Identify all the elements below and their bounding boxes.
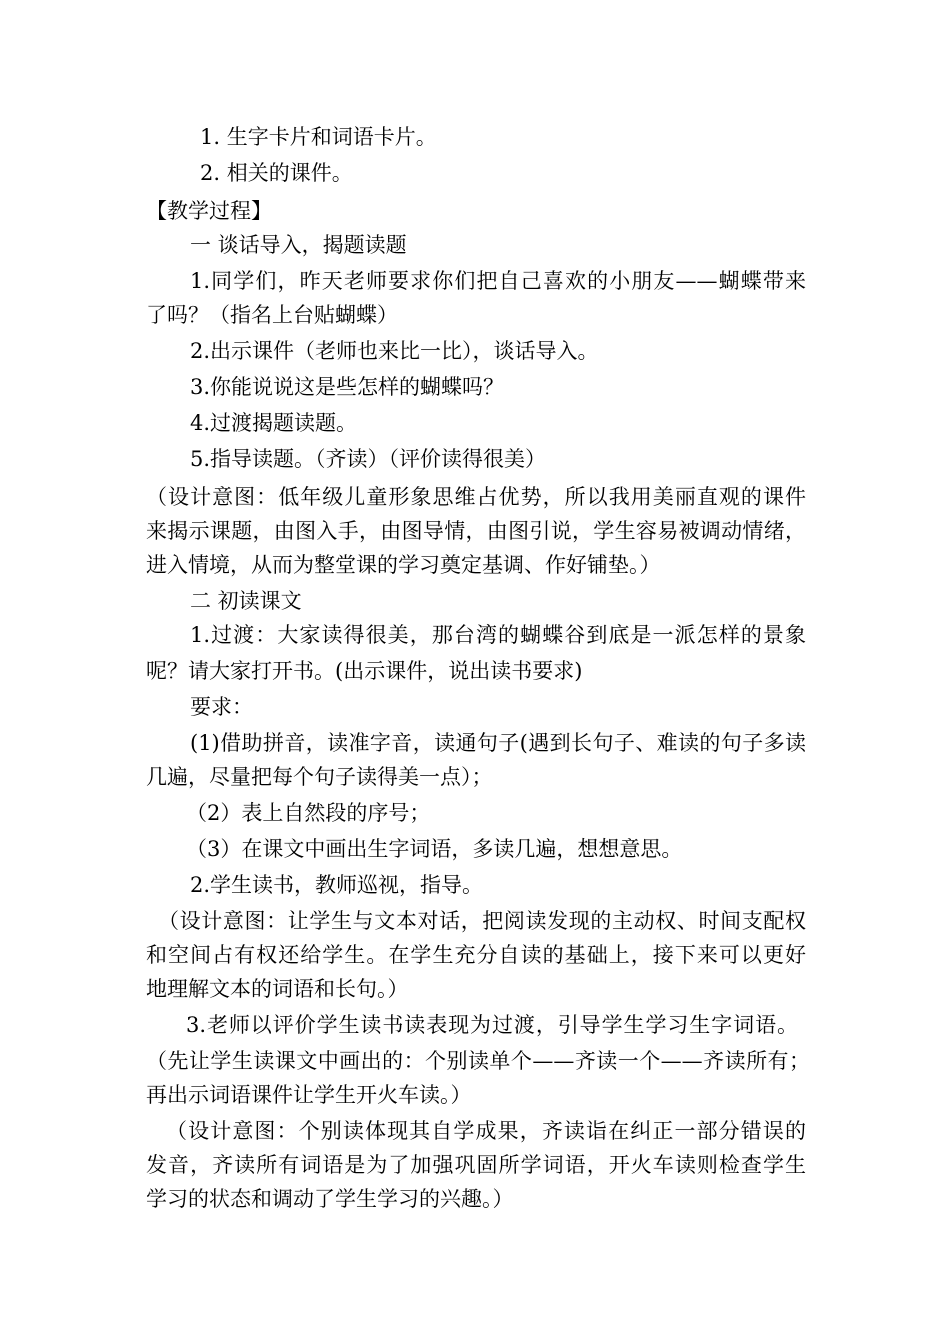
design-intent-note: 学习的状态和调动了学生学习的兴趣。） <box>146 1187 514 1211</box>
requirements-label: 要求： <box>190 695 253 719</box>
requirement-item: （2）表上自然段的序号； <box>186 801 431 825</box>
step-heading-1: 一 谈话导入，揭题读题 <box>190 233 407 257</box>
paragraph-line: 1.同学们，昨天老师要求你们把自己喜欢的小朋友——蝴蝶带来 <box>190 269 806 293</box>
design-intent-note: 进入情境，从而为整堂课的学习奠定基调、作好铺垫。） <box>146 553 661 577</box>
paragraph-line: 再出示词语课件让学生开火车读。） <box>146 1083 472 1107</box>
paragraph-line: 2.学生读书，教师巡视，指导。 <box>190 873 484 897</box>
paragraph-line: 2.出示课件（老师也来比一比），谈话导入。 <box>190 339 599 363</box>
requirement-item: （3）在课文中画出生字词语，多读几遍，想想意思。 <box>186 837 683 861</box>
design-intent-note: 发音，齐读所有词语是为了加强巩固所学词语，开火车读则检查学生 <box>146 1153 806 1177</box>
paragraph-line: 呢？请大家打开书。(出示课件，说出读书要求) <box>146 659 583 683</box>
design-intent-note: （设计意图：个别读体现其自学成果，齐读诣在纠正一部分错误的 <box>166 1119 806 1143</box>
design-intent-note: 地理解文本的词语和长句。） <box>146 977 409 1001</box>
design-intent-note: 和空间占有权还给学生。在学生充分自读的基础上，接下来可以更好 <box>146 943 806 967</box>
section-heading-teaching-process: 【教学过程】 <box>146 199 272 223</box>
paragraph-line: 5.指导读题。（齐读）（评价读得很美） <box>190 447 547 471</box>
design-intent-note: 来揭示课题，由图入手，由图导情，由图引说，学生容易被调动情绪， <box>146 519 806 543</box>
design-intent-note: （设计意图：低年级儿童形象思维占优势，所以我用美丽直观的课件 <box>146 485 806 509</box>
requirement-item: (1)借助拼音，读准字音，读通句子(遇到长句子、难读的句子多读 <box>190 731 806 755</box>
paragraph-line: （先让学生读课文中画出的：个别读单个——齐读一个——齐读所有； <box>146 1049 810 1073</box>
step-heading-2: 二 初读课文 <box>190 589 302 613</box>
paragraph-line: 4.过渡揭题读题。 <box>190 411 358 435</box>
material-item-2: 2. 相关的课件。 <box>200 161 353 185</box>
material-item-1: 1. 生字卡片和词语卡片。 <box>200 125 437 149</box>
design-intent-note: （设计意图：让学生与文本对话，把阅读发现的主动权、时间支配权 <box>158 909 806 933</box>
requirement-item: 几遍，尽量把每个句子读得美一点）； <box>146 765 493 789</box>
paragraph-line: 3.老师以评价学生读书读表现为过渡，引导学生学习生字词语。 <box>186 1013 798 1037</box>
paragraph-line: 了吗？（指名上台贴蝴蝶） <box>146 303 398 327</box>
paragraph-line: 1.过渡：大家读得很美，那台湾的蝴蝶谷到底是一派怎样的景象 <box>190 623 806 647</box>
paragraph-line: 3.你能说说这是些怎样的蝴蝶吗？ <box>190 375 505 399</box>
